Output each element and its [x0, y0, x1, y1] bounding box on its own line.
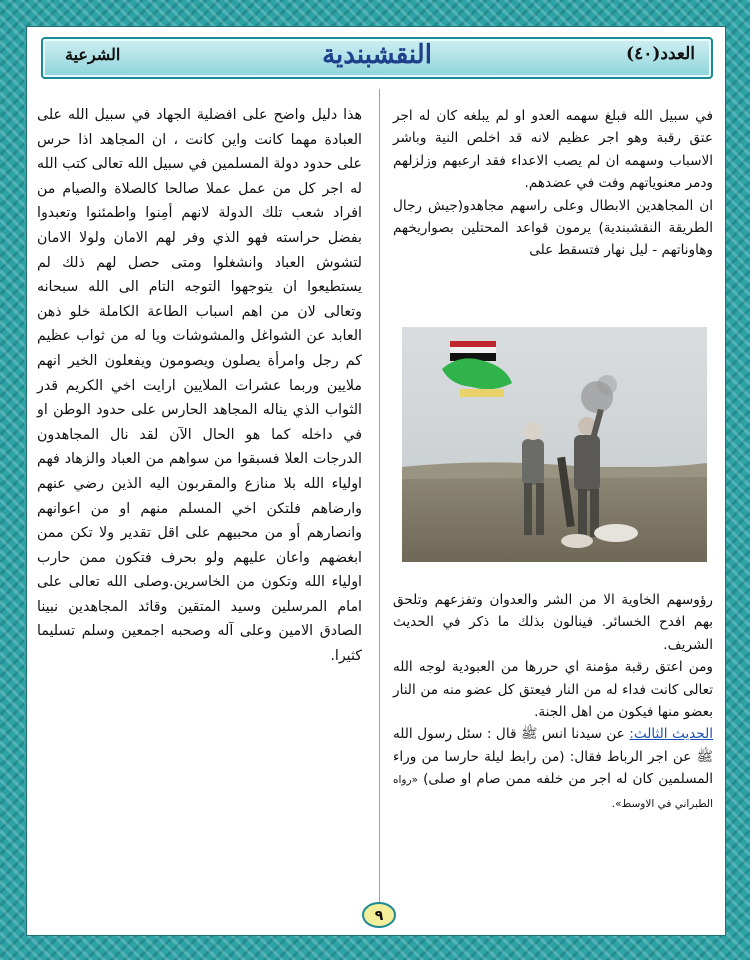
hadith-label: الحديث الثالث:	[629, 726, 713, 743]
paragraph: ومن اعتق رقبة مؤمنة اي حررها من العبودية لوجه الله تعالى كانت فداء له من النار فيعتق كل عضو منه من النار بعضو منها فيكون من اهل الجنة.	[393, 659, 713, 721]
paragraph: هذا دليل واضح على افضلية الجهاد في سبيل الله على العبادة مهما كانت واين كانت ، ان المجاهد اذا حرس على حدود دولة المسلمين في سبيل الله تعالى كتب الله له اجر كل من عمل عملا صالحا كالصلاة والصيام من افراد شعب تلك الدولة لانهم أمِنوا واطمئنوا وتعبدوا بفضل حراسته فهو الذي وفر لهم الامان ولولا الامان لتشوش العباد وانشغلوا ومتى حصل لهم ذلك لم يستطيعوا ان يتوجهوا التوجه التام الى الله سبحانه وتعالى لان من اهم اسباب الطاعة الكاملة خلو ذهن العابد عن الشواغل والمشوشات ويا له من ثواب عظيم كم رجل وامرأة يصلون ويصومون ويفعلون الخير انهم ملايين وربما عشرات الملايين ارايت اخي الكريم قدر الثواب الذي يناله المجاهد الحارس على حدود الوطن او في داخله كما هو الحال الآن لقد نال المجاهدون الدرجات العلا فسبقوا من سواهم من العباد والزهاد فهم اولياء الله بلا منازع والمقربون اليه الذين رضي عنهم وارضاهم فلتكن اخي المسلم منهم او من اعوانهم وانصارهم أو من محبيهم على اقل تقدير ولا تكن ممن ابغضهم واعان عليهم ولو بحرف فتكون ممن حارب اولياء الله وتكون من الخاسرين.وصلى الله تعالى على امام المرسلين وسيد المتقين وقائد المجاهدين نبينا الصادق الامين وعلى آله وصحبه اجمعين وسلم تسليما كثيرا.	[37, 107, 362, 665]
header-banner	[41, 37, 713, 79]
issue-number: العدد(٤٠)	[626, 44, 695, 64]
section-name: الشرعية	[65, 45, 121, 64]
magazine-title: النقشبندية	[322, 40, 432, 70]
right-column-top	[393, 105, 713, 262]
left-column	[37, 103, 362, 669]
paragraph: في سبيل الله فبلغ سهمه العدو او لم يبلغه كان له اجر عتق رقبة وهو اجر عظيم لانه قد اخلص النية وباشر الاسباب وسهمه ان لم يصب الاعداء فقد ارعبهم وزلزلهم ودمر معنوياتهم وفت في عضدهم.	[393, 108, 713, 192]
hadith-paragraph	[393, 723, 713, 815]
page-number: ٩	[374, 908, 384, 924]
page	[26, 26, 726, 936]
paragraph: ان المجاهدين الابطال وعلى راسهم مجاهدو(جيش رجال الطريقة النقشبندية) يرمون قواعد المحتلين بصواريخهم وهاوناتهم - ليل نهار فتسقط على	[393, 197, 713, 259]
hadith-text: عن سيدنا انس ﷺ قال : سئل رسول الله ﷺ عن اجر الرباط فقال: (من رابط ليلة حارسا من وراء المسلمين كان له اجر من خلفه ممن صام او صلى)	[393, 726, 713, 788]
fighters-mortar-photo	[402, 327, 707, 562]
right-column-bottom	[393, 589, 713, 815]
paragraph: رؤوسهم الخاوية الا من الشر والعدوان وتفزعهم وتلحق بهم افدح الخسائر. فينالون بذلك ما ذكر في الحديث الشريف.	[393, 592, 713, 653]
page-number-badge	[361, 901, 397, 929]
hadith-reference: «رواه الطبراني في الاوسط».	[393, 774, 713, 810]
column-divider	[379, 89, 380, 919]
